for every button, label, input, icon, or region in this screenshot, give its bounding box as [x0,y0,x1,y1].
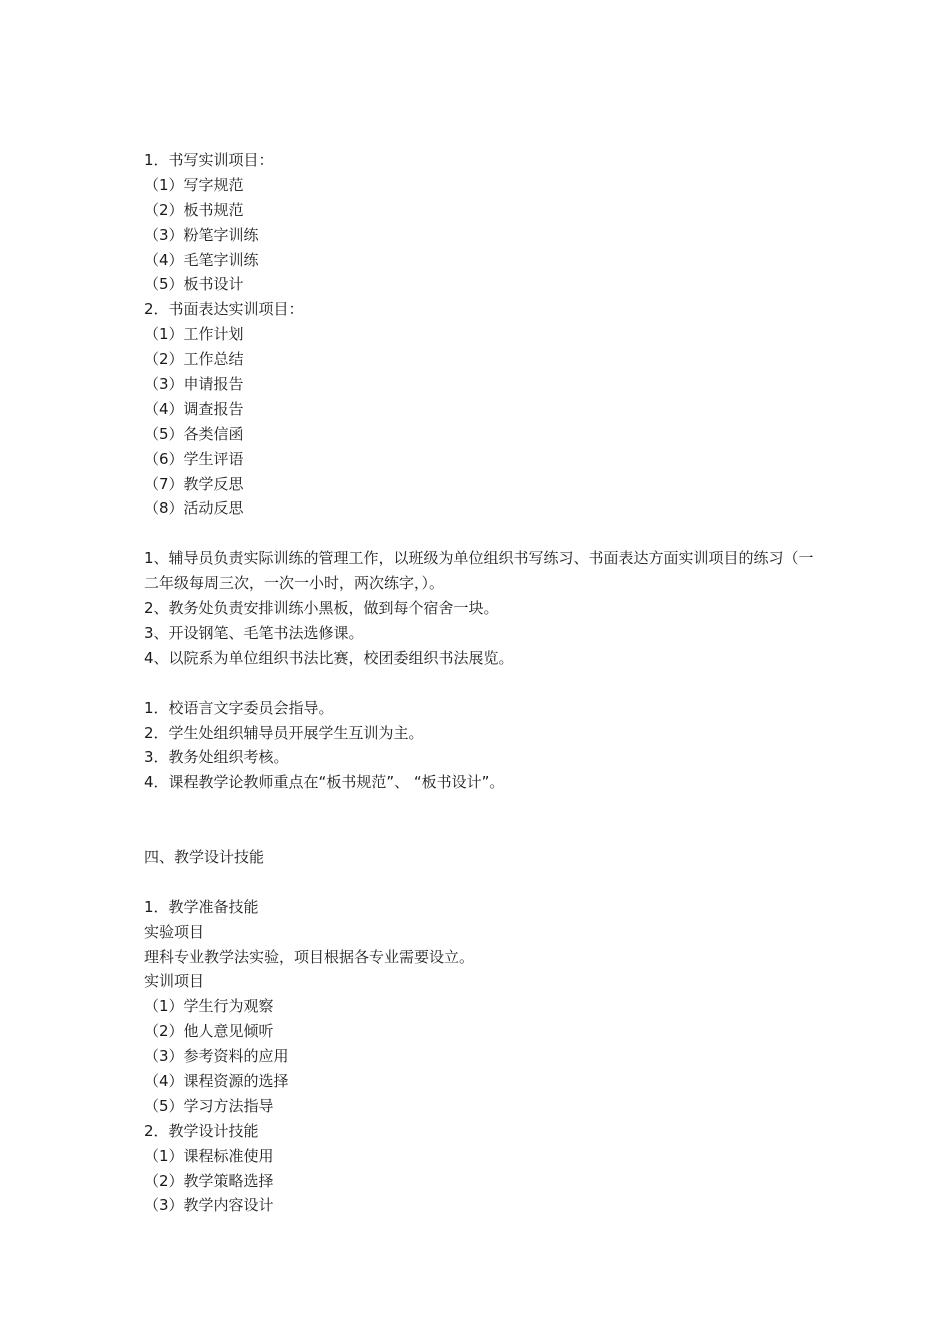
list-item: （8）活动反思 [144,499,244,518]
paragraph-management-3: 3、开设钢笔、毛笔书法选修课。 [144,623,364,642]
paragraph-experiment: 理科专业教学法实验，项目根据各专业需要设立。 [144,947,475,966]
list-item: （4）调查报告 [144,399,244,418]
list-item: （5）各类信函 [144,424,244,443]
list-item: （2）教学策略选择 [144,1171,274,1190]
paragraph-management-4: 4、以院系为单位组织书法比赛，校团委组织书法展览。 [144,648,514,667]
label-experiment: 实验项目 [144,922,205,941]
paragraph-management-1: 1、辅导员负责实际训练的管理工作，以班级为单位组织书写练习、书面表达方面实训项目的练习（一二年级每周三次，一次一小时，两次练字，）。 [144,549,814,593]
list-item: （1）课程标准使用 [144,1146,274,1165]
label-training: 实训项目 [144,972,205,991]
spacer [144,795,814,845]
spacer [144,671,814,696]
list-item: （4）毛笔字训练 [144,250,259,269]
list-item: （3）粉笔字训练 [144,225,259,244]
section-title: 四、教学设计技能 [144,847,265,866]
heading-written-expression: 2．书面表达实训项目： [144,300,304,319]
list-item: （3）申请报告 [144,375,244,394]
paragraph-guidance-2: 2．学生处组织辅导员开展学生互训为主。 [144,723,424,742]
list-item: （5）学习方法指导 [144,1096,274,1115]
document-body [144,148,814,1218]
list-item: （5）板书设计 [144,275,244,294]
list-item: （2）板书规范 [144,200,244,219]
list-item: （6）学生评语 [144,449,244,468]
list-item: （1）学生行为观察 [144,997,274,1016]
list-item: （7）教学反思 [144,474,244,493]
paragraph-management-2: 2、教务处负责安排训练小黑板，做到每个宿舍一块。 [144,599,499,618]
list-item: （3）教学内容设计 [144,1196,274,1215]
list-item: （1）工作计划 [144,325,244,344]
heading-writing-training: 1．书写实训项目： [144,151,274,169]
heading-teaching-prep: 1．教学准备技能 [144,897,259,916]
list-item: （1）写字规范 [144,175,244,194]
paragraph-guidance-3: 3．教务处组织考核。 [144,748,289,767]
spacer [144,870,814,895]
heading-teaching-design: 2．教学设计技能 [144,1121,259,1140]
list-item: （2）工作总结 [144,350,244,369]
list-item: （4）课程资源的选择 [144,1072,289,1090]
spacer [144,521,814,546]
paragraph-guidance-1: 1．校语言文字委员会指导。 [144,698,334,717]
list-item: （2）他人意见倾听 [144,1022,274,1041]
paragraph-guidance-4: 4．课程教学论教师重点在“板书规范”、 “板书设计”。 [144,773,505,792]
list-item: （3）参考资料的应用 [144,1047,289,1066]
